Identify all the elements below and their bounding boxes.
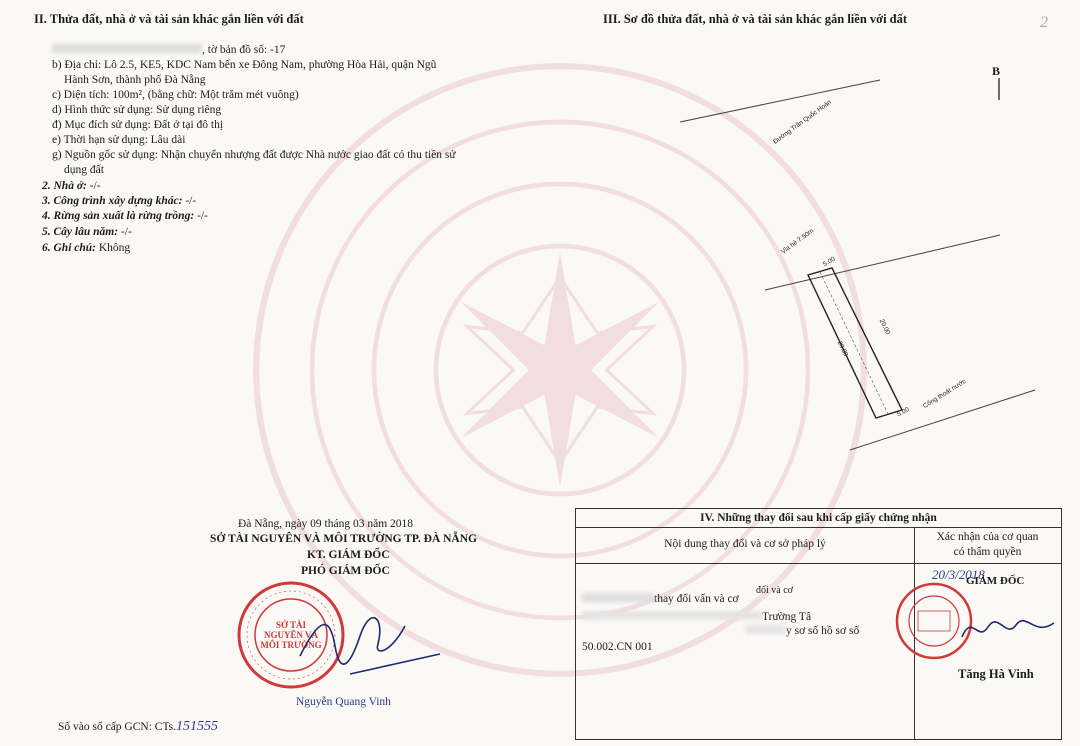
origin-line: g) Nguồn gốc sử dụng: Nhận chuyển nhượng đất được Nhà nước giao đất có thu tiền sử xyxy=(52,149,456,161)
confirm-signature xyxy=(958,609,1058,649)
changes-table xyxy=(575,508,1062,740)
confirm-date: 20/3/2018 xyxy=(932,567,985,582)
item-notes: 6. Ghi chú: Không xyxy=(42,242,131,254)
redacted-text xyxy=(746,625,786,634)
col-confirm-header-2: có thẩm quyền xyxy=(953,546,1022,558)
change-row-1: thay đổi vấn và cơ xyxy=(582,593,739,605)
kt-director: KT. GIÁM ĐỐC xyxy=(307,549,390,561)
redacted-text xyxy=(52,44,202,53)
signature-scribble xyxy=(290,596,450,681)
usage-term-line: e) Thời hạn sử dụng: Lâu dài xyxy=(52,134,186,146)
parcel-diagram xyxy=(670,40,1040,460)
sidewalk-label: Vỉa hè 7.50m xyxy=(780,227,816,256)
parcel-map-line xyxy=(52,44,285,57)
section4-title: IV. Những thay đổi sau khi cấp giấy chứng nhận xyxy=(700,512,937,524)
parcel-axis xyxy=(820,272,888,414)
registry-number: 151555 xyxy=(176,719,219,734)
page-mark: 2 xyxy=(1040,14,1048,31)
redacted-text xyxy=(582,611,762,620)
north-marker: B xyxy=(992,64,1001,78)
agency-name: SỞ TÀI NGUYÊN VÀ MÔI TRƯỜNG TP. ĐÀ NẴNG xyxy=(210,533,477,545)
col-changes-header: Nội dung thay đổi và cơ sở pháp lý xyxy=(664,538,826,550)
date-line: Đà Nẵng, ngày 09 tháng 03 năm 2018 xyxy=(238,518,414,530)
table-divider-1 xyxy=(576,527,1061,528)
table-divider-2 xyxy=(576,563,1061,564)
parcel-outline xyxy=(808,268,902,418)
stamp-text: SỞ TÀI NGUYÊN VÀ MÔI TRƯỜNG xyxy=(260,620,322,650)
confirm-signer: Tăng Hà Vinh xyxy=(958,667,1034,681)
street-line-1 xyxy=(680,80,880,122)
usage-form-line: d) Hình thức sử dụng: Sử dụng riêng xyxy=(52,104,222,116)
item-house: 2. Nhà ở: -/- xyxy=(42,180,101,192)
section2-title: II. Thửa đất, nhà ở và tài sản khác gắn liền với đất xyxy=(34,12,304,26)
dim-bottom: 5.00 xyxy=(896,406,911,419)
signer-name: Nguyễn Quang Vinh xyxy=(296,696,391,708)
confirm-title: GIÁM ĐỐC xyxy=(966,575,1025,587)
item-other-structures: 3. Công trình xây dựng khác: -/- xyxy=(42,195,197,207)
item-perennial: 5. Cây lâu năm: -/- xyxy=(42,226,132,238)
col-confirm-header-1: Xác nhận của cơ quan xyxy=(936,531,1039,543)
street-label: Đường Trần Quốc Hoàn xyxy=(772,98,833,146)
redacted-text xyxy=(582,593,654,602)
item-forest: 4. Rừng sản xuất là rừng trồng: -/- xyxy=(42,210,208,222)
area-line: c) Diện tích: 100m², (bằng chữ: Một trăm mét vuông) xyxy=(52,89,299,101)
registry-line: Số vào sổ cấp GCN: CTs.151555 xyxy=(58,719,219,734)
section3-title: III. Sơ đồ thửa đất, nhà ở và tài sản khác gắn liền với đất xyxy=(603,12,908,26)
change-row-2: Trường Tâ xyxy=(582,611,811,623)
origin-line-2: dụng đất xyxy=(64,164,104,176)
change-row-4: 50.002.CN 001 xyxy=(582,641,653,653)
deputy-director: PHÓ GIÁM ĐỐC xyxy=(301,565,390,577)
address-line-2: Hành Sơn, thành phố Đà Nẵng xyxy=(64,74,206,86)
dim-top: 5.00 xyxy=(822,255,837,269)
dim-right: 20.00 xyxy=(877,318,892,336)
change-row-1b: đổi và cơ xyxy=(756,585,793,596)
change-row-3: y sơ số hồ sơ số xyxy=(746,625,859,637)
map-sheet-number: , tờ bản đồ số: -17 xyxy=(202,44,286,56)
dim-left: 20.00 xyxy=(835,340,850,358)
drain-label: Cống thoát nước xyxy=(922,377,968,410)
address-line: b) Địa chỉ: Lô 2.5, KE5, KDC Nam bến xe Đông Nam, phường Hòa Hải, quận Ngũ xyxy=(52,59,437,71)
usage-purpose-line: đ) Mục đích sử dụng: Đất ở tại đô thị xyxy=(52,119,224,131)
